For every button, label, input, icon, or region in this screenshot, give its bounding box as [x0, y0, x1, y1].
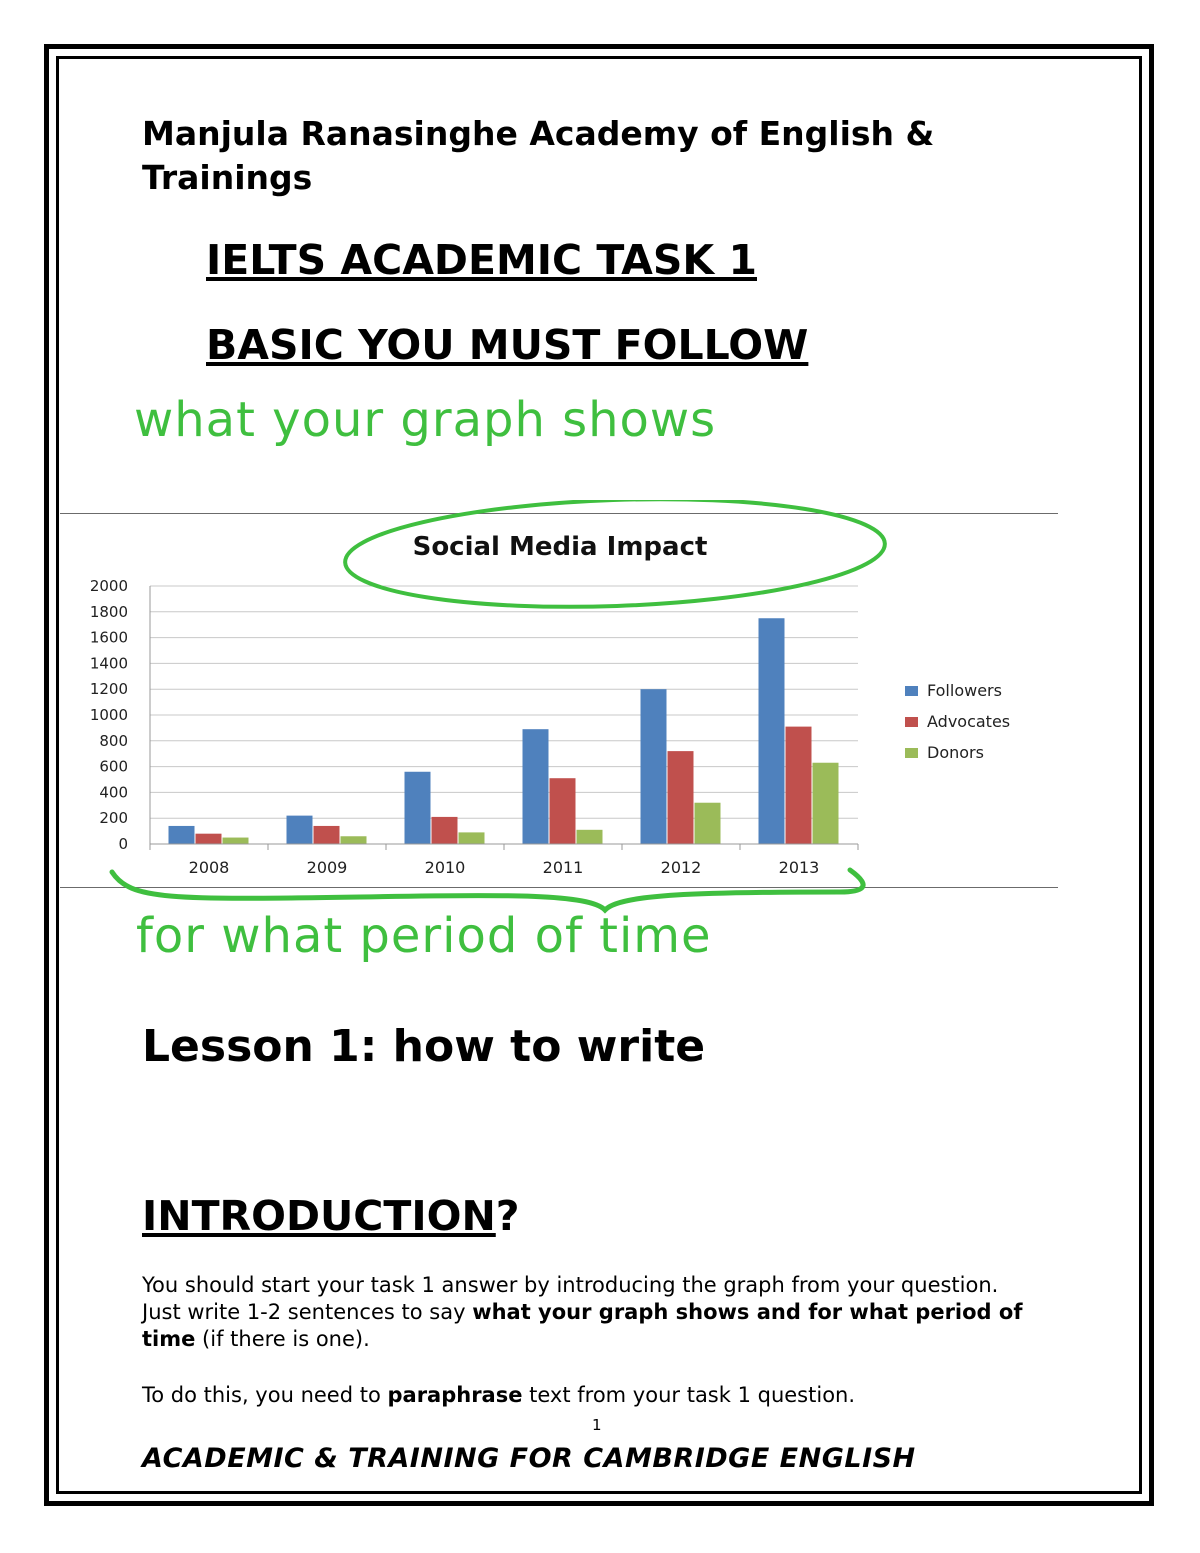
- x-tick-label: 2012: [660, 858, 702, 877]
- annotation-period-of-time: for what period of time: [136, 908, 712, 964]
- x-tick-label: 2008: [188, 858, 230, 877]
- introduction-paragraph-1: [142, 1272, 1042, 1353]
- bar-advocates-2011: [550, 778, 576, 844]
- p2-text-start: To do this, you need to: [142, 1383, 388, 1407]
- introduction-heading-text: INTRODUCTION: [142, 1192, 496, 1240]
- page-title-line-2: BASIC YOU MUST FOLLOW: [206, 321, 809, 369]
- y-tick-label: 1200: [89, 680, 128, 699]
- introduction-paragraph-2: [142, 1382, 1042, 1409]
- legend-swatch-donors: [905, 748, 918, 758]
- bar-followers-2013: [759, 618, 785, 844]
- chart-title: Social Media Impact: [412, 532, 708, 562]
- bar-donors-2008: [223, 838, 249, 844]
- y-tick-label: 1800: [89, 602, 128, 621]
- bar-advocates-2008: [196, 834, 222, 844]
- legend-swatch-advocates: [905, 717, 918, 727]
- y-tick-label: 2000: [89, 577, 128, 595]
- x-tick-label: 2013: [778, 858, 820, 877]
- bar-donors-2013: [813, 763, 839, 844]
- legend-label-donors: Donors: [927, 743, 984, 762]
- social-media-impact-chart: [60, 500, 1060, 950]
- y-tick-label: 600: [99, 757, 128, 776]
- bar-advocates-2013: [786, 727, 812, 844]
- introduction-heading: [142, 1192, 520, 1240]
- bar-followers-2009: [287, 816, 313, 844]
- y-tick-label: 0: [118, 835, 128, 853]
- page-title-line-1: IELTS ACADEMIC TASK 1: [206, 236, 757, 284]
- bar-donors-2011: [577, 830, 603, 844]
- bar-followers-2008: [169, 826, 195, 844]
- y-tick-label: 400: [99, 783, 128, 802]
- bar-advocates-2010: [432, 817, 458, 844]
- bar-donors-2009: [341, 836, 367, 844]
- bar-followers-2012: [641, 689, 667, 844]
- x-tick-label: 2011: [542, 858, 584, 877]
- y-tick-label: 1600: [89, 628, 128, 647]
- legend-label-followers: Followers: [927, 681, 1002, 700]
- x-tick-label: 2009: [306, 858, 348, 877]
- legend-label-advocates: Advocates: [927, 712, 1011, 731]
- y-tick-label: 1000: [89, 706, 128, 724]
- bar-advocates-2009: [314, 826, 340, 844]
- organization-name: Manjula Ranasinghe Academy of English & Trainings: [142, 114, 935, 197]
- x-tick-label: 2010: [424, 858, 466, 877]
- legend-swatch-followers: [905, 686, 918, 696]
- lesson-heading: Lesson 1: how to write: [142, 1021, 706, 1072]
- page-number: 1: [592, 1416, 602, 1434]
- bar-advocates-2012: [668, 751, 694, 844]
- p1-text-end: (if there is one).: [195, 1327, 370, 1351]
- y-tick-label: 1400: [89, 654, 128, 673]
- introduction-heading-suffix: ?: [495, 1192, 520, 1240]
- p1-bold-text: what your graph shows and for what period of time: [142, 1300, 1023, 1351]
- bar-donors-2012: [695, 803, 721, 844]
- y-tick-label: 200: [99, 809, 128, 828]
- bar-followers-2011: [523, 729, 549, 844]
- footer-text: ACADEMIC & TRAINING FOR CAMBRIDGE ENGLISH: [142, 1443, 916, 1474]
- p2-bold-text: paraphrase: [387, 1383, 523, 1407]
- p1-text-start: You should start your task 1 answer by introducing the graph from your question. Just write 1-2 sentences to say: [142, 1273, 999, 1324]
- annotation-what-graph-shows: what your graph shows: [134, 392, 717, 448]
- bar-followers-2010: [405, 772, 431, 844]
- bar-donors-2010: [459, 832, 485, 844]
- p2-text-end: text from your task 1 question.: [522, 1383, 856, 1407]
- y-tick-label: 800: [99, 731, 128, 750]
